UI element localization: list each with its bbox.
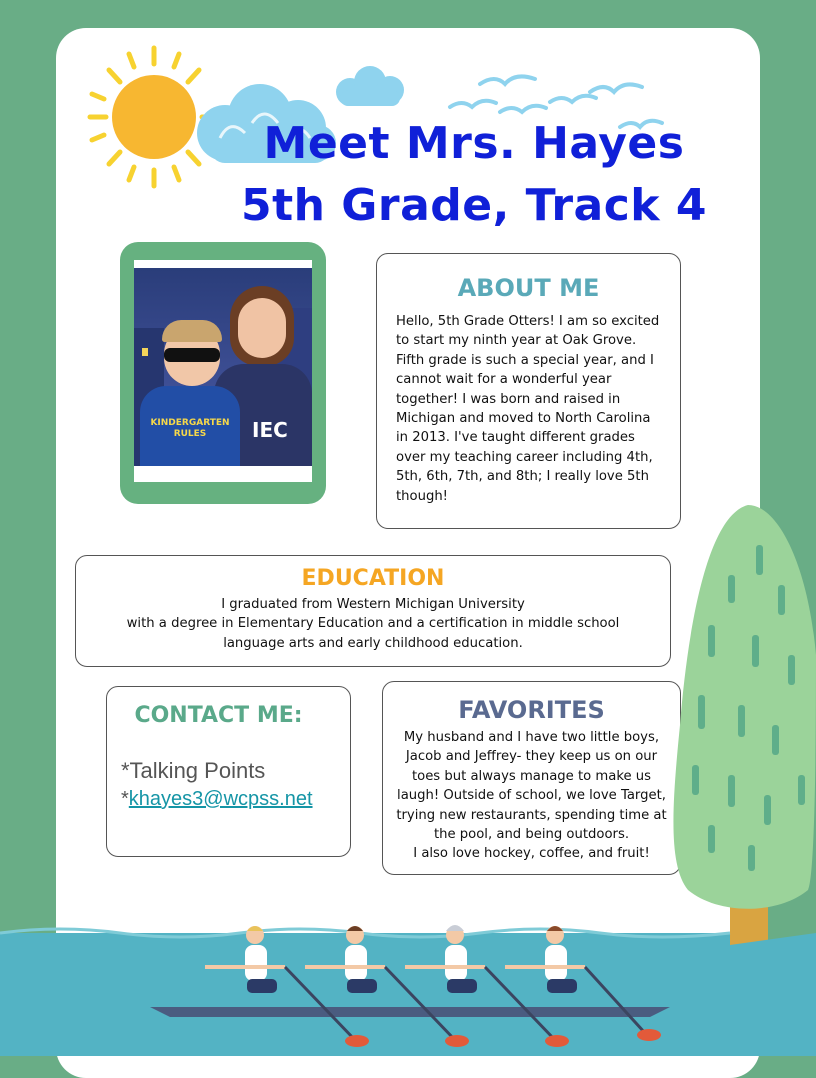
education-card bbox=[75, 555, 671, 667]
email-link[interactable]: khayes3@wcpss.net bbox=[128, 788, 313, 810]
education-heading: EDUCATION bbox=[301, 566, 445, 591]
page-subtitle: 5th Grade, Track 4 bbox=[240, 180, 707, 231]
contact-heading: CONTACT ME: bbox=[134, 703, 303, 728]
photo-frame bbox=[120, 242, 326, 504]
favorites-card bbox=[382, 681, 681, 875]
favorites-text: My husband and I have two little boys, Jacob and Jeffrey- they keep us on our toes but always manage to make us laugh! Outside of school, we love Target, trying new restaurants, spending time at the pool, and being outdoors. I also love hockey, coffee, and fruit! bbox=[396, 730, 667, 862]
small-cloud-icon bbox=[330, 62, 410, 112]
page-title: Meet Mrs. Hayes bbox=[263, 118, 685, 169]
rowing-boat-illustration bbox=[0, 905, 816, 1056]
teacher-photo: IEC KINDERGARTEN RULES bbox=[134, 268, 312, 466]
about-me-heading: ABOUT ME bbox=[457, 274, 600, 302]
about-me-text: Hello, 5th Grade Otters! I am so excited to start my ninth year at Oak Grove. Fifth grade is such a special year, and I cannot wait for a wonderful year together! I was born and raised in Michigan and moved to North Carolina in 2013. I've taught different grades over my teaching career including 4th, 5th, 6th, 7th, and 8th; I really love 5th though! bbox=[396, 314, 660, 504]
contact-card bbox=[106, 686, 351, 857]
favorites-heading: FAVORITES bbox=[458, 696, 605, 724]
contact-talking-points: *Talking Points bbox=[121, 758, 266, 783]
about-me-card bbox=[376, 253, 681, 529]
shirt-text: KINDERGARTEN RULES bbox=[150, 418, 230, 439]
contact-email-line: *khayes3@wcpss.net bbox=[121, 788, 313, 810]
education-text: I graduated from Western Michigan University with a degree in Elementary Education and a certification in middle school language arts and early childhood education. bbox=[126, 597, 620, 651]
